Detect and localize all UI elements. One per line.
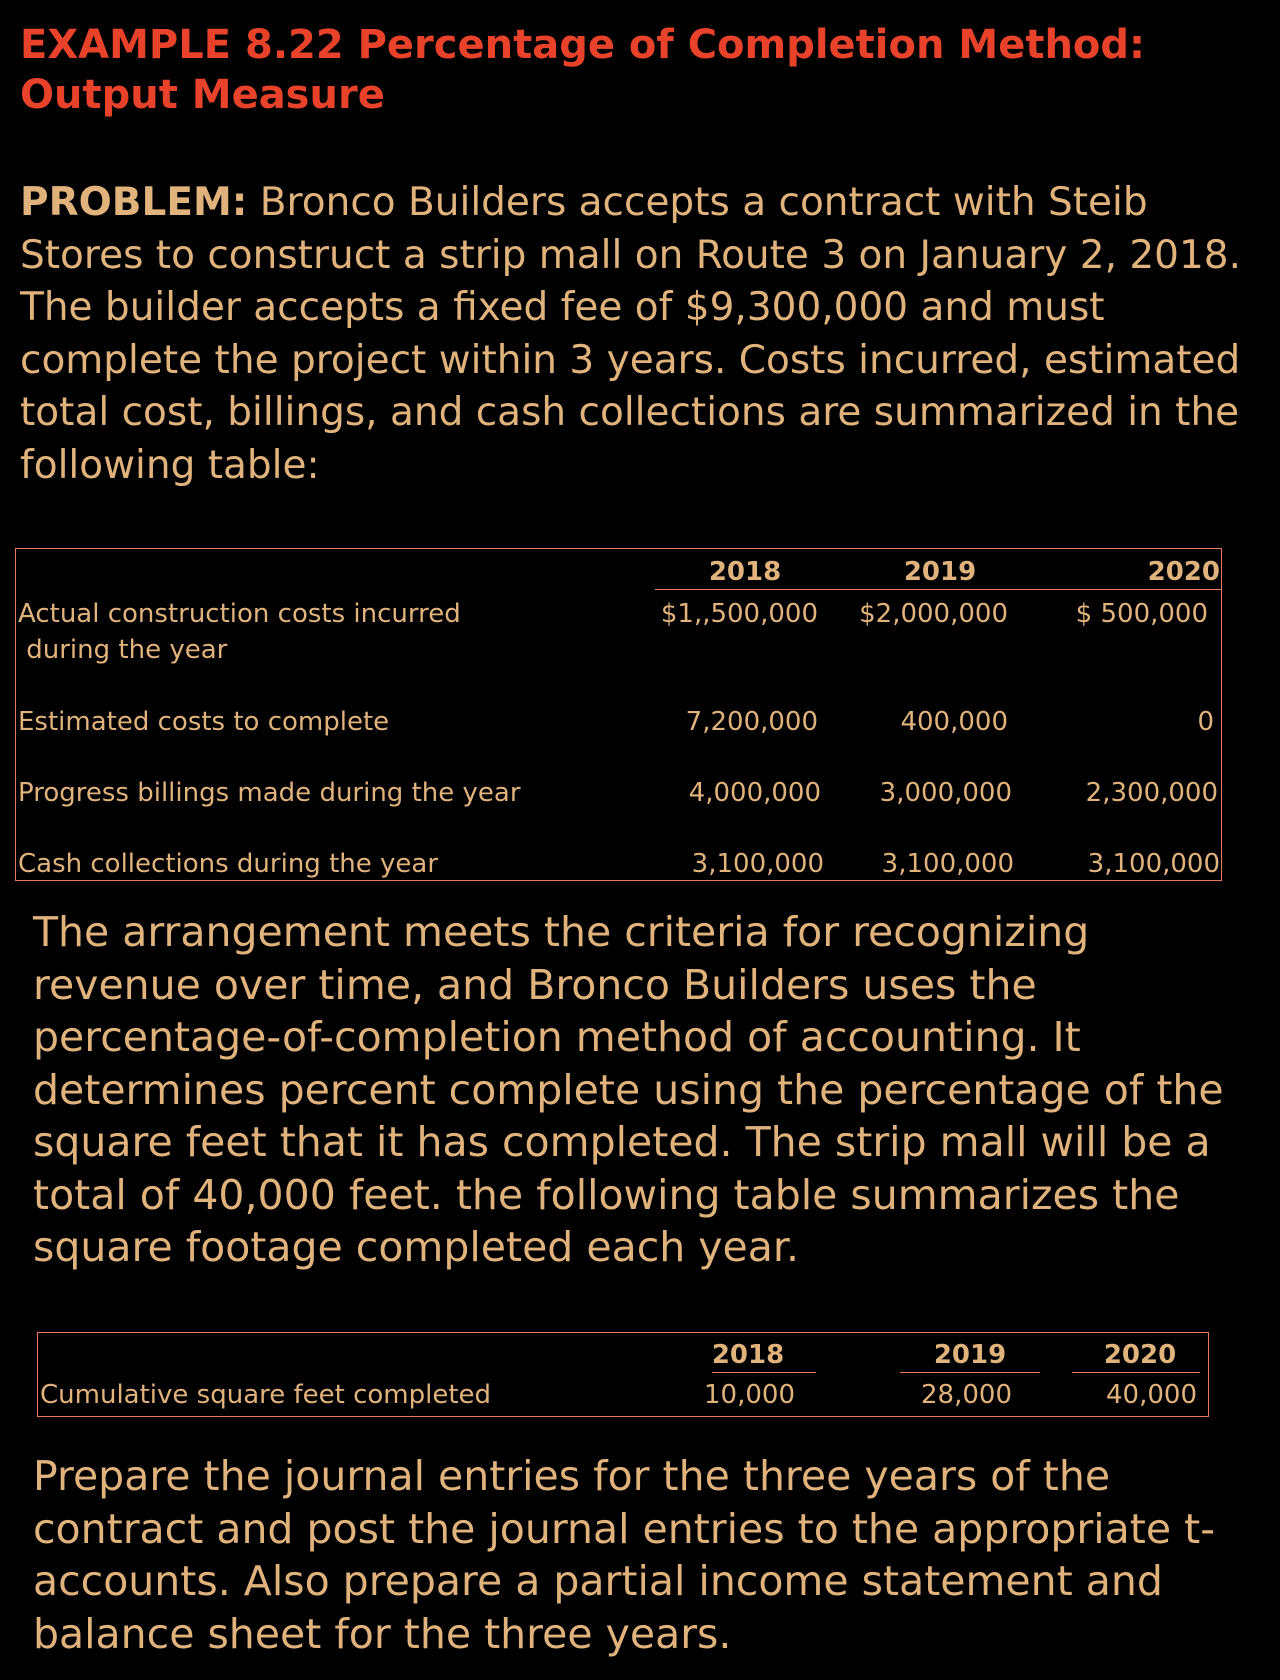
problem-statement — [20, 177, 1260, 492]
estimated-costs-2019: 400,000 — [900, 707, 1008, 737]
arrangement-paragraph: The arrangement meets the criteria for recognizing revenue over time, and Bronco Builders uses the percentage-of-completion method of accounting. It determines percent complete using the percentage of the square feet that it has completed. The strip mall will be a total of 40,000 feet. the following table summarizes the square footage completed each year. — [33, 908, 1224, 1271]
sqft-2019: 28,000 — [921, 1380, 1012, 1410]
instructions-paragraph: Prepare the journal entries for the three years of the contract and post the journal entries to the appropriate t-accounts. Also prepare a partial income statement and balance sheet for the three years. — [33, 1452, 1215, 1658]
year-header-2020: 2020 — [1147, 557, 1220, 587]
sqft-2020: 40,000 — [1106, 1380, 1197, 1410]
sqft-header-rule-2018 — [712, 1372, 816, 1373]
cash-collections-2019: 3,100,000 — [881, 849, 1014, 879]
row-label-estimated-costs: Estimated costs to complete — [18, 707, 390, 737]
row-label-cash-collections: Cash collections during the year — [18, 849, 439, 879]
row-label-progress-billings: Progress billings made during the year — [18, 778, 521, 808]
sqft-row-label: Cumulative square feet completed — [40, 1380, 492, 1410]
estimated-costs-2020: 0 — [1197, 707, 1214, 737]
problem-text: Bronco Builders accepts a contract with Steib Stores to construct a strip mall on Route 3 on January 2, 2018. The builder accepts a fixed fee of $9,300,000 and must complete the project within 3 years. Costs incurred, estimated total cost, billings, and cash collections are summarized in the following table: — [20, 180, 1242, 488]
actual-costs-2020: $ 500,000 — [1075, 599, 1208, 629]
year-header-2019: 2019 — [903, 557, 977, 587]
progress-billings-2020: 2,300,000 — [1085, 778, 1218, 808]
sqft-header-rule-2019 — [900, 1372, 1040, 1373]
progress-billings-2018: 4,000,000 — [688, 778, 821, 808]
sqft-year-header-2018: 2018 — [711, 1340, 785, 1370]
header-rule — [655, 589, 1221, 590]
year-header-2018: 2018 — [708, 557, 782, 587]
sqft-year-header-2020: 2020 — [1103, 1340, 1177, 1370]
cash-collections-2020: 3,100,000 — [1087, 849, 1220, 879]
sqft-header-rule-2020 — [1072, 1372, 1200, 1373]
estimated-costs-2018: 7,200,000 — [685, 707, 818, 737]
cash-collections-2018: 3,100,000 — [691, 849, 824, 879]
problem-label: PROBLEM: — [20, 180, 248, 225]
actual-costs-2019: $2,000,000 — [859, 599, 1008, 629]
row-label-actual-costs-cont: during the year — [18, 635, 228, 665]
sqft-year-header-2019: 2019 — [933, 1340, 1007, 1370]
row-label-actual-costs: Actual construction costs incurred — [18, 599, 461, 629]
actual-costs-2018: $1,,500,000 — [660, 599, 818, 629]
sqft-2018: 10,000 — [704, 1380, 795, 1410]
example-title: EXAMPLE 8.22 Percentage of Completion Method: Output Measure — [20, 22, 1146, 118]
progress-billings-2019: 3,000,000 — [879, 778, 1012, 808]
